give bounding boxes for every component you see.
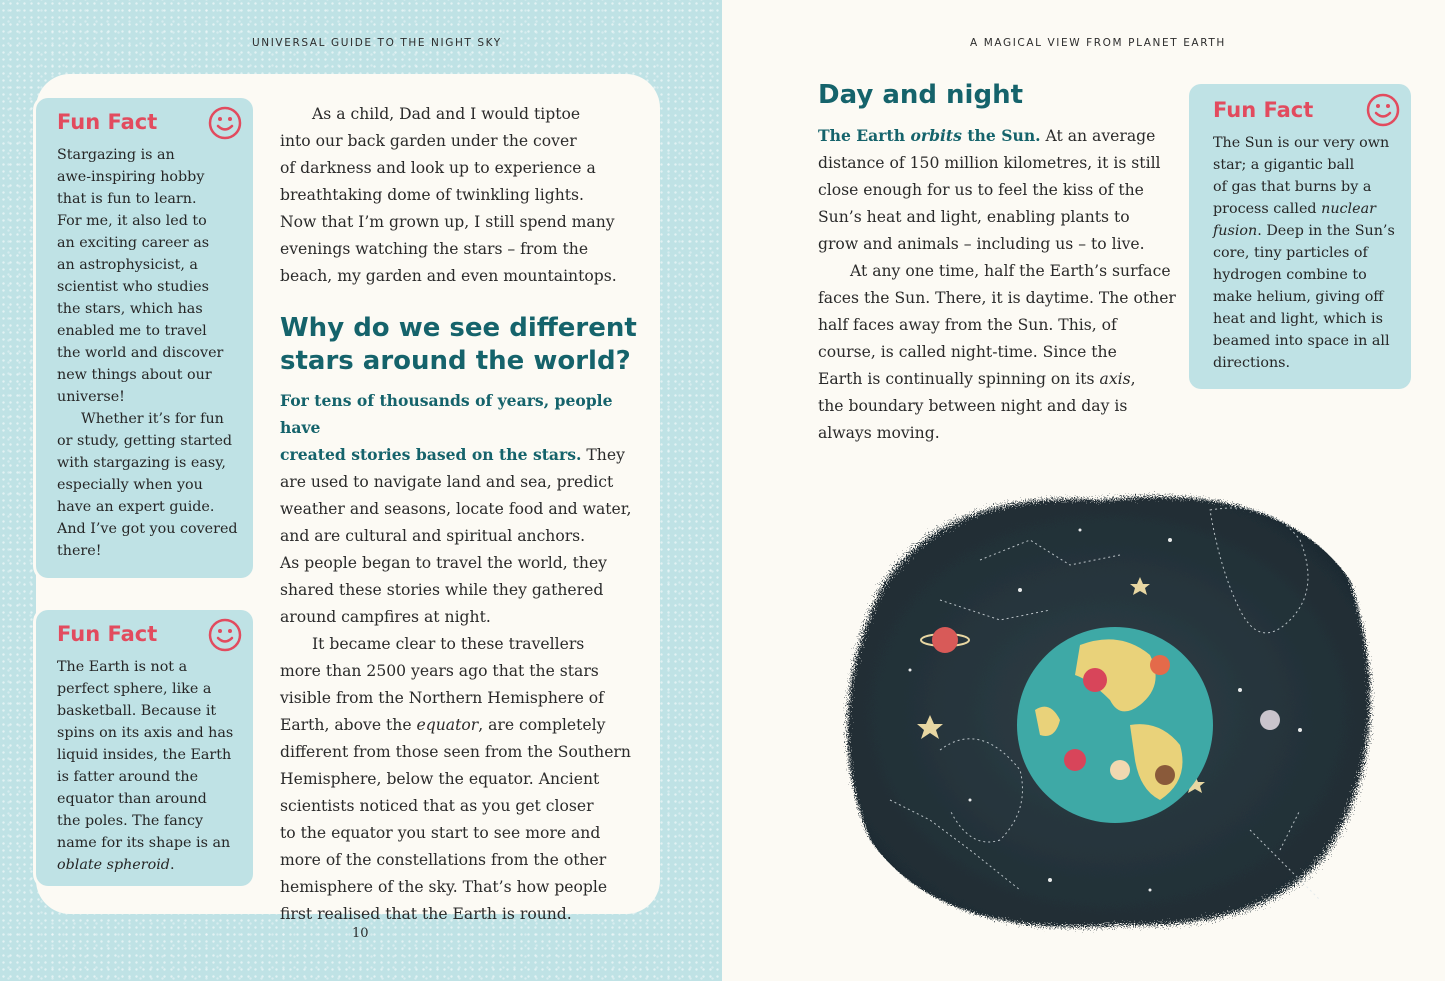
left-page	[0, 0, 722, 981]
fun-fact-title: Fun Fact	[57, 110, 158, 134]
running-head-left: UNIVERSAL GUIDE TO THE NIGHT SKY	[252, 37, 502, 49]
smiley-icon	[208, 618, 242, 652]
page-number: 10	[352, 926, 369, 941]
fun-fact-box-3	[1189, 84, 1411, 389]
intro-paragraph: As a child, Dad and I would tiptoe into our back garden under the cover of darkness and look up to experience a breathtaking dome of twinkling lights. Now that I’m grown up, I still spend many evenings watching the stars – from the beach, my garden and even mountaintops.	[280, 105, 617, 285]
fun-fact-box-2	[36, 610, 253, 886]
fun-fact-text-1: Stargazing is an awe-inspiring hobby that is fun to learn. For me, it also led to an exciting career as an astrophysicist, a scientist who studies the stars, which has enabled me to travel the world and discover new things about our universe! Whether it’s for fun or study, getting started with stargazing is easy, especially when you have an expert guide. And I’ve got you covered there!	[57, 147, 238, 559]
day-night-paragraph: The Earth orbits the Sun. At an average distance of 150 million kilometres, it is still close enough for us to feel the kiss of the Sun’s heat and light, enabling plants to grow and animals – including us – to live. At any one time, half the Earth’s surface faces the Sun. There, it is daytime. The other half faces away from the Sun. This, of course, is called night-time. Since the Earth is continually spinning on its axis, the boundary between night and day is always moving.	[818, 126, 1176, 442]
earth-globe	[1017, 627, 1213, 823]
running-head-right: A MAGICAL VIEW FROM PLANET EARTH	[970, 37, 1226, 49]
day-night-heading: Day and night	[818, 80, 1024, 110]
section-heading: Why do we see different stars around the world?	[280, 313, 637, 376]
earth-night-sky-illustration	[820, 470, 1390, 940]
smiley-icon	[208, 106, 242, 140]
fun-fact-title: Fun Fact	[57, 622, 158, 646]
smiley-icon	[1366, 93, 1400, 127]
fun-fact-box-1	[36, 98, 253, 578]
stories-paragraph: For tens of thousands of years, people have created stories based on the stars. They are used to navigate land and sea, predict weather and seasons, locate food and water, and are cultural and spiritual anchors. As people began to travel the world, they shared these stories while they gathered around campfires at night. It became clear to these travellers more than 2500 years ago that the stars visible from the Northern Hemisphere of Earth, above the equator, are completely different from those seen from the Southern Hemisphere, below the equator. Ancient scientists noticed that as you get closer to the equator you start to see more and more of the constellations from the other hemisphere of the sky. That’s how people first realised that the Earth is round.	[280, 391, 632, 923]
fun-fact-text-3: The Sun is our very own star; a gigantic ball of gas that burns by a process called nuclear fusion. Deep in the Sun’s core, tiny particles of hydrogen combine to make helium, giving off heat and light, which is beamed into space in all directions.	[1213, 135, 1395, 371]
fun-fact-title: Fun Fact	[1213, 98, 1314, 122]
fun-fact-text-2: The Earth is not a perfect sphere, like a basketball. Because it spins on its axis and has liquid insides, the Earth is fatter around the equator than around the poles. The fancy name for its shape is an oblate spheroid.	[57, 659, 234, 873]
